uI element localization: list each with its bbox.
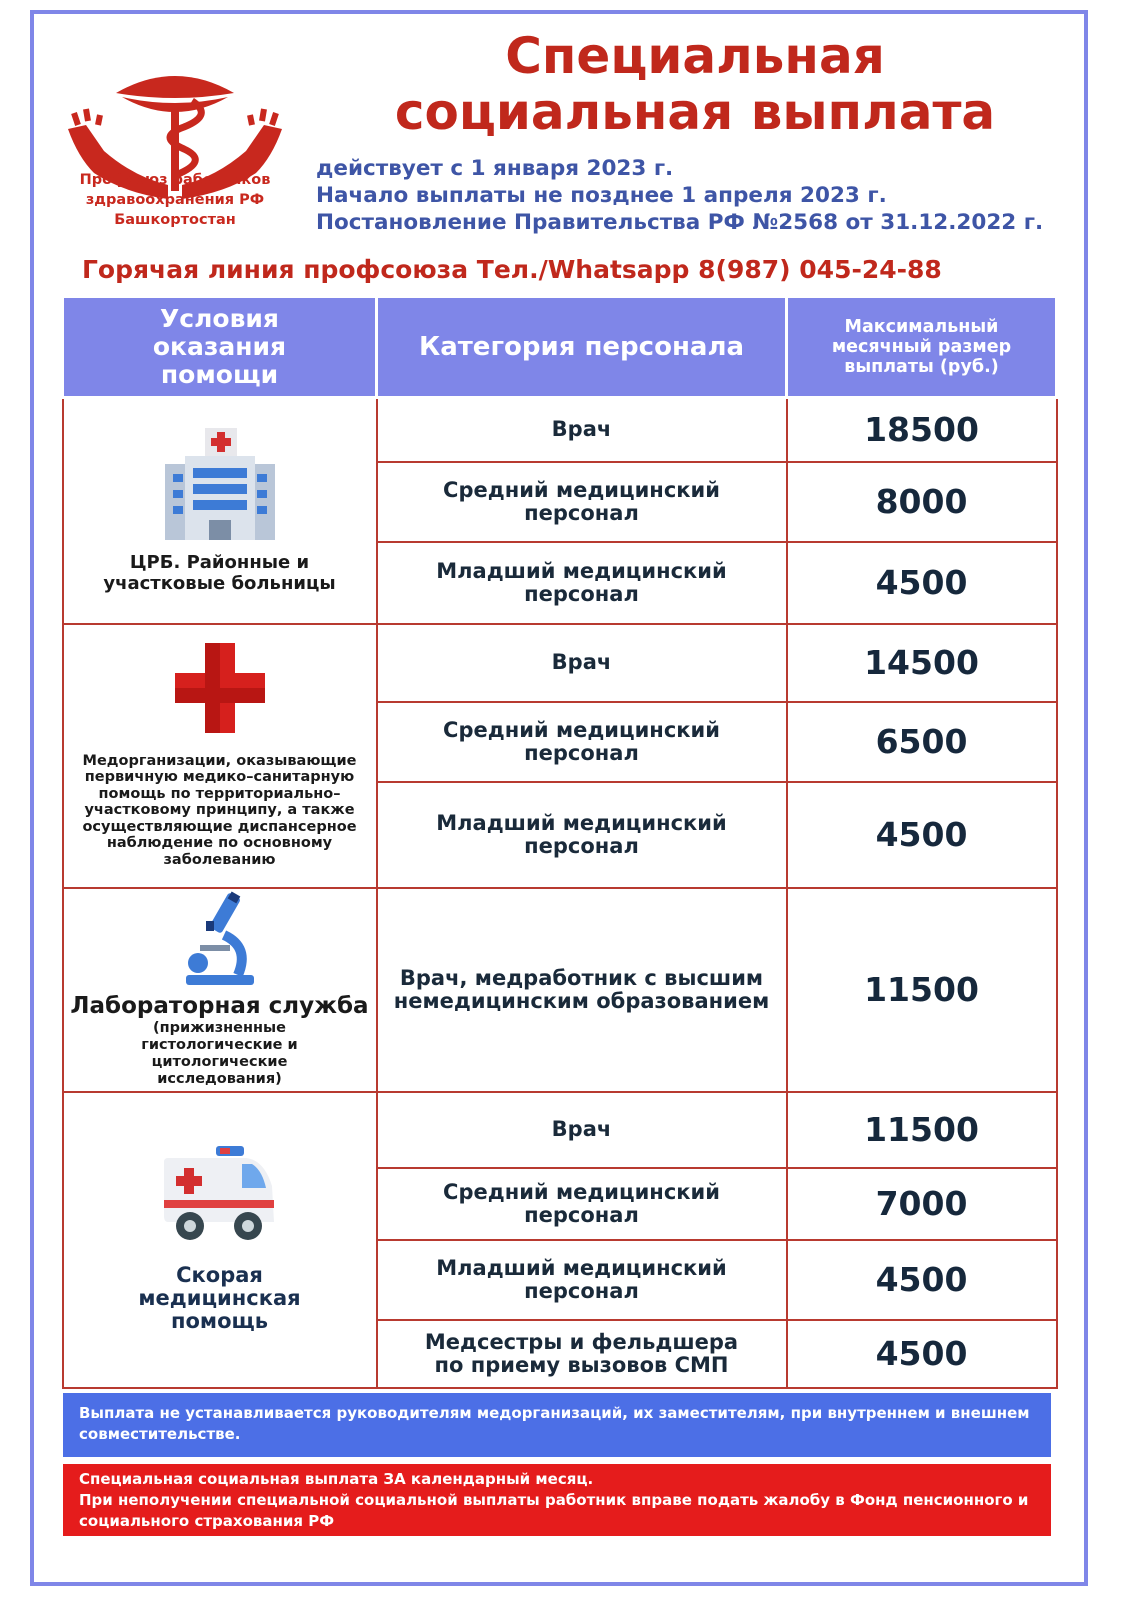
condition-label: Лабораторная служба: [70, 993, 369, 1019]
condition-cell: [63, 888, 377, 1092]
ambulance-icon: [162, 1146, 278, 1242]
category-cell: Врач, медработник с высшим немедицинским образованием: [377, 888, 787, 1092]
table-row: [63, 1092, 1057, 1168]
header-max-amount: Максимальный месячный размер выплаты (руб.): [787, 297, 1057, 398]
decree: Постановление Правительства РФ №2568 от 31.12.2022 г.: [316, 210, 1044, 235]
category-cell: Младший медицинский персонал: [377, 1240, 787, 1320]
amount-cell: 4500: [787, 1240, 1057, 1320]
condition-label: Медорганизации, оказывающие первичную медико–санитарную помощь по территориально–участковому принципу, а также осуществляющие диспансерное наблюдение по основному заболеванию: [82, 752, 357, 868]
category-cell: Врач: [377, 398, 787, 462]
category-cell: Средний медицинский персонал: [377, 702, 787, 782]
payment-table: [61, 295, 1058, 1389]
category-cell: Врач: [377, 1092, 787, 1168]
hospital-building-icon: [165, 428, 275, 540]
amount-cell: 4500: [787, 542, 1057, 624]
category-cell: Младший медицинский персонал: [377, 782, 787, 888]
amount-cell: 4500: [787, 1320, 1057, 1388]
union-name-line: Профсоюз работников: [79, 172, 271, 188]
category-cell: Средний медицинский персонал: [377, 1168, 787, 1240]
condition-label: ЦРБ. Районные и участковые больницы: [103, 551, 336, 594]
category-cell: Медсестры и фельдшера по приему вызовов СМП: [377, 1320, 787, 1388]
amount-cell: 18500: [787, 398, 1057, 462]
condition-cell: [63, 1092, 377, 1388]
union-name-line: здравоохранения РФ: [85, 192, 265, 208]
page-title: [330, 28, 1060, 140]
subtitle-block: [316, 155, 1043, 236]
condition-label: Скорая медицинская помощь: [138, 1263, 301, 1333]
condition-cell: [63, 398, 377, 624]
header-conditions: Условия оказания помощи: [63, 297, 377, 398]
amount-cell: 7000: [787, 1168, 1057, 1240]
amount-cell: 8000: [787, 462, 1057, 542]
monthly-note-line: Специальная социальная выплата ЗА календарный месяц.: [79, 1470, 594, 1488]
red-cross-icon: [175, 643, 265, 733]
table-row: [63, 398, 1057, 462]
title-line: социальная выплата: [394, 83, 996, 141]
condition-sublabel: (прижизненные гистологические и цитологические исследования): [141, 1020, 298, 1087]
union-name: [56, 170, 294, 230]
category-cell: Средний медицинский персонал: [377, 462, 787, 542]
amount-cell: 4500: [787, 782, 1057, 888]
union-name-line: Башкортостан: [114, 212, 236, 228]
table-row: [63, 888, 1057, 1092]
exclusion-note: Выплата не устанавливается руководителям медорганизаций, их заместителям, при внутреннем и внешнем совместительстве.: [63, 1393, 1051, 1457]
microscope-icon: [180, 891, 260, 987]
amount-cell: 11500: [787, 1092, 1057, 1168]
header-category: Категория персонала: [377, 297, 787, 398]
hotline: Горячая линия профсоюза Тел./Whatsapp 8(987) 045-24-88: [82, 255, 942, 284]
title-line: Специальная: [505, 27, 885, 85]
monthly-note: [63, 1464, 1051, 1536]
amount-cell: 14500: [787, 624, 1057, 702]
table-header-row: [63, 297, 1057, 398]
table-row: [63, 624, 1057, 702]
effective-date: действует с 1 января 2023 г.: [316, 156, 674, 181]
complaint-note-line: При неполучении специальной социальной выплаты работник вправе подать жалобу в Фонд пенсионного и социального страхования РФ: [79, 1491, 1029, 1530]
amount-cell: 6500: [787, 702, 1057, 782]
condition-cell: [63, 624, 377, 888]
amount-cell: 11500: [787, 888, 1057, 1092]
payment-start: Начало выплаты не позднее 1 апреля 2023 г.: [316, 183, 887, 208]
category-cell: Младший медицинский персонал: [377, 542, 787, 624]
category-cell: Врач: [377, 624, 787, 702]
